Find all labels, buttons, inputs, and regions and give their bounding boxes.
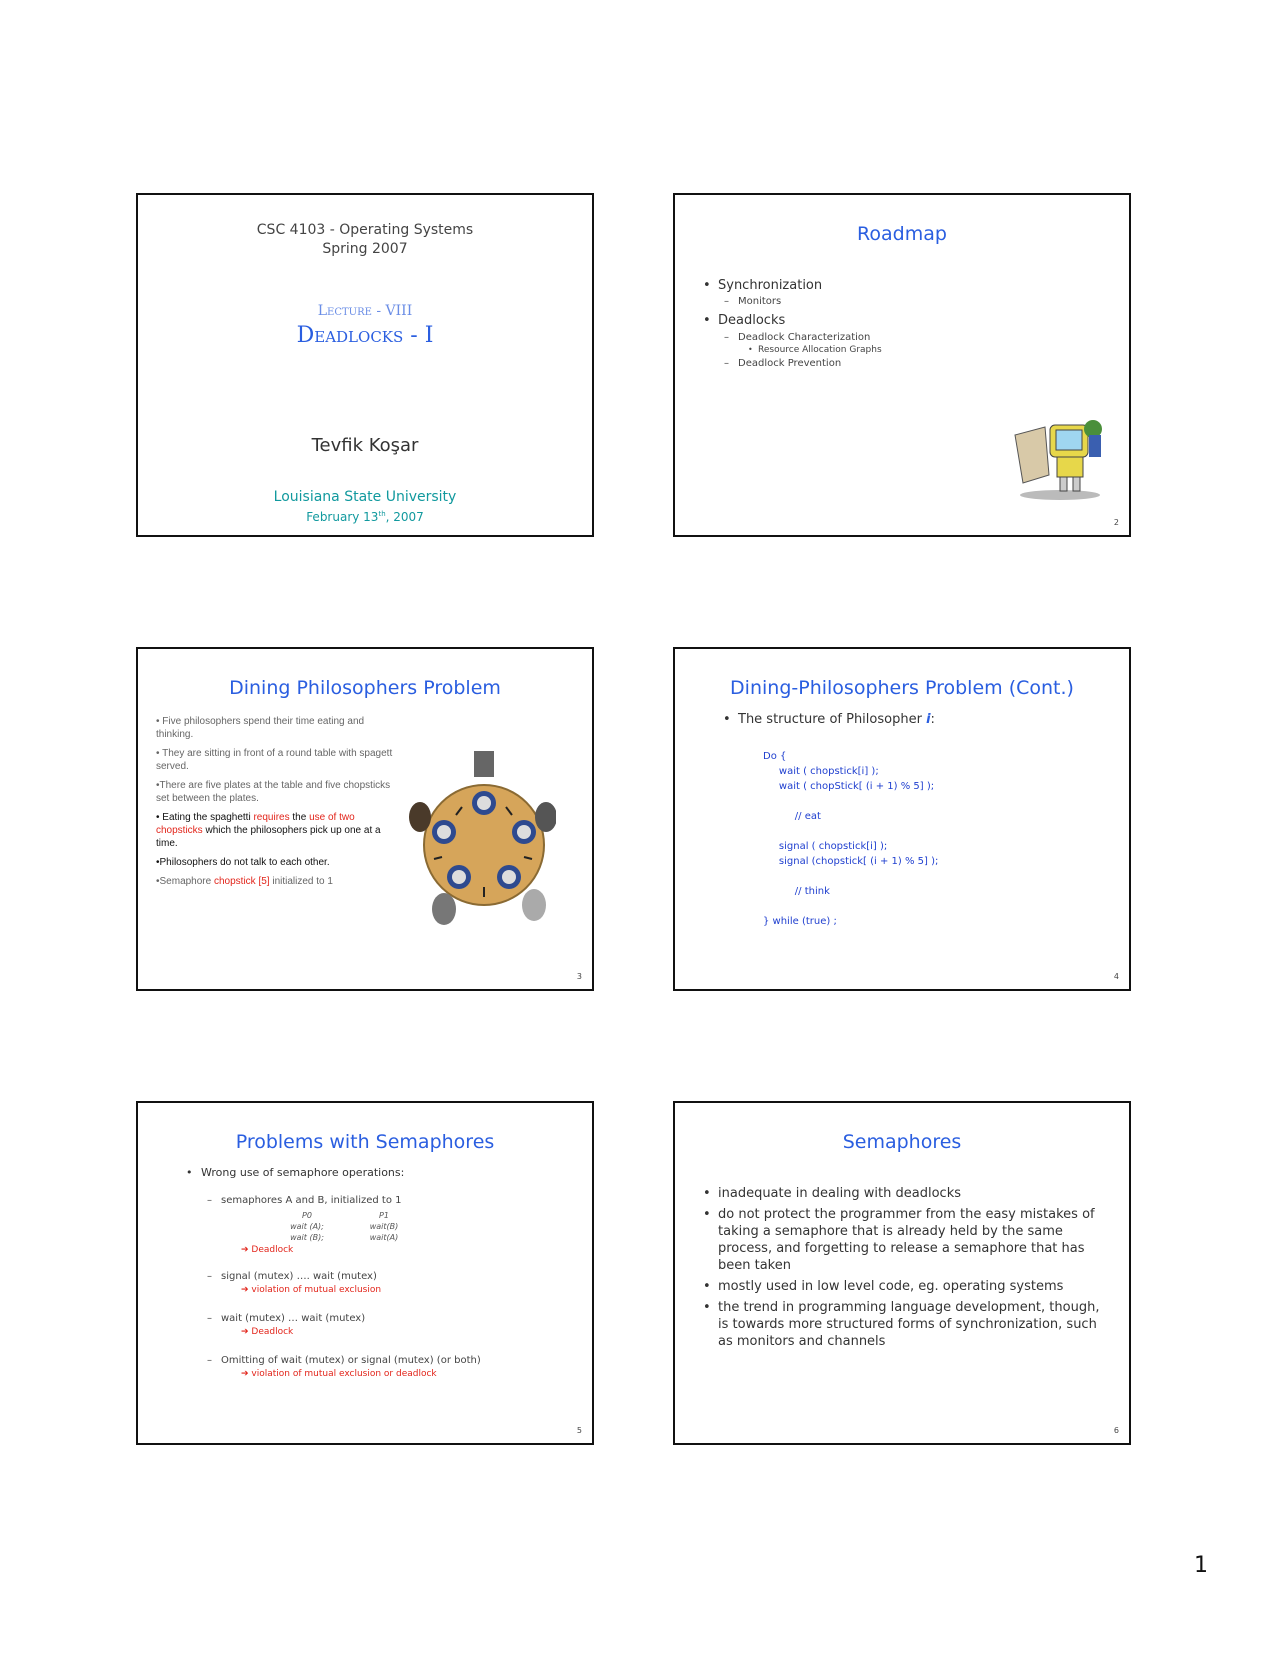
slide-dining-philosophers-cont <box>673 647 1131 991</box>
bullet-text: Deadlock Prevention <box>738 358 842 369</box>
case-item <box>221 1313 581 1324</box>
list-item <box>758 345 882 355</box>
semaphores-list <box>718 1185 1103 1350</box>
paragraph <box>156 875 396 888</box>
list-item: • Wrong use of semaphore operations: <box>201 1166 404 1179</box>
list-item: • the trend in programming language development, though, is towards more structured forms of synchronization, such as monitors and channels <box>718 1299 1103 1350</box>
slide-page-number: 6 <box>1113 1426 1119 1435</box>
list-item: • do not protect the programmer from the easy mistakes of taking a semaphore that is already held by the same process, and forgetting to release a semaphore that has been taken <box>718 1206 1103 1274</box>
table-cell: wait (B); <box>290 1233 324 1242</box>
bullet-text: Resource Allocation Graphs <box>758 345 882 355</box>
code-line: signal (chopstick[ (i + 1) % 5] ); <box>763 856 939 867</box>
roadmap-list <box>718 278 882 369</box>
paragraph: • Five philosophers spend their time eating and thinking. <box>156 716 365 740</box>
slide-title-text: Dining-Philosophers Problem (Cont.) <box>730 677 1074 699</box>
text-span: requires <box>253 812 290 823</box>
course-name: CSC 4103 - Operating Systems <box>256 222 474 238</box>
list-item <box>718 278 882 293</box>
list-item <box>738 332 882 343</box>
slide-title-text: Problems with Semaphores <box>235 1131 495 1153</box>
case-item <box>221 1195 581 1206</box>
list-item <box>718 313 882 328</box>
code-line: // eat <box>763 811 821 822</box>
problem-description <box>156 715 396 888</box>
list-item: • mostly used in low level code, eg. operating systems <box>718 1278 1103 1295</box>
result-text: ➔ Deadlock <box>241 1327 294 1337</box>
slide-page-number: 5 <box>576 1426 582 1435</box>
process-table <box>261 1210 415 1243</box>
text-span: • Eating the spaghetti <box>156 812 254 823</box>
course-info <box>138 221 592 259</box>
list-item: • inadequate in dealing with deadlocks <box>718 1185 1103 1202</box>
table-cell: wait (A); <box>290 1222 324 1231</box>
code-line: wait ( chopStick[ (i + 1) % 5] ); <box>763 781 935 792</box>
slide-semaphores <box>673 1101 1131 1445</box>
code-line <box>763 824 938 839</box>
table-cell: P0 <box>302 1211 312 1220</box>
case-item <box>221 1355 581 1366</box>
text-span: use of two chopsticks <box>156 812 355 836</box>
case-text: signal (mutex) …. wait (mutex) <box>221 1271 377 1282</box>
bullet-text: : <box>930 712 935 727</box>
text-span: chopstick [5] <box>213 876 270 887</box>
code-line: wait ( chopstick[i] ); <box>763 766 879 777</box>
text-span: the <box>289 812 310 823</box>
table-cell: wait(B) <box>369 1222 399 1231</box>
code-line: signal ( chopstick[i] ); <box>763 841 888 852</box>
lecture-topic: Deadlocks - I <box>296 323 434 348</box>
result-text: ➔ Deadlock <box>241 1245 294 1255</box>
case-text: semaphores A and B, initialized to 1 <box>221 1195 402 1206</box>
slide-title-text: Roadmap <box>857 223 947 245</box>
slide-problems-semaphores <box>136 1101 594 1445</box>
text-span: •Semaphore <box>156 876 214 887</box>
case-item <box>221 1271 581 1282</box>
lecture-date <box>138 510 592 524</box>
round-table-illustration <box>406 745 556 930</box>
paragraph: •Philosophers do not talk to each other. <box>156 857 330 868</box>
bullet-text: Synchronization <box>718 278 823 293</box>
table-cell: P1 <box>379 1211 389 1220</box>
date-suffix: th <box>378 510 386 518</box>
code-line <box>763 869 938 884</box>
list-item <box>738 358 882 369</box>
slide-title-text: Dining Philosophers Problem <box>229 677 501 699</box>
slide-page-number: 4 <box>1113 972 1119 981</box>
result-text: ➔ violation of mutual exclusion <box>241 1285 382 1295</box>
code-line: } while (true) ; <box>763 916 837 927</box>
list-item <box>738 296 882 307</box>
code-line: Do { <box>763 751 787 762</box>
code-line: // think <box>763 886 830 897</box>
slide-page-number: 3 <box>576 972 582 981</box>
paragraph: • They are sitting in front of a round table with spagett served. <box>156 748 393 772</box>
table-cell: wait(A) <box>369 1233 399 1242</box>
bullet-text: The structure of Philosopher <box>738 712 927 727</box>
text-span: initialized to 1 <box>269 876 333 887</box>
slide-roadmap <box>673 193 1131 537</box>
lecture-number: Lecture - VIII <box>317 303 413 319</box>
paragraph: •There are five plates at the table and five chopsticks set between the plates. <box>156 780 391 804</box>
philosopher-code <box>763 749 938 929</box>
document-page-number: 1 <box>1194 1553 1208 1578</box>
slide-title-text: Semaphores <box>842 1131 962 1153</box>
slide-title <box>136 193 594 537</box>
structure-list <box>738 712 935 727</box>
bullet-text: Monitors <box>738 296 782 307</box>
paragraph <box>156 811 396 850</box>
code-line <box>763 899 938 914</box>
text-span: which the philosophers pick up one at a time. <box>156 825 381 849</box>
slide-dining-philosophers <box>136 647 594 991</box>
slide-page-number: 2 <box>1113 518 1119 527</box>
problems-list <box>201 1166 404 1179</box>
date-year: , 2007 <box>385 510 424 524</box>
robot-map-illustration <box>1005 415 1105 505</box>
case-text: wait (mutex) … wait (mutex) <box>221 1313 366 1324</box>
result-text: ➔ violation of mutual exclusion or deadlock <box>241 1369 437 1379</box>
bullet-text: Deadlocks <box>718 313 786 328</box>
date-month-day: February 13 <box>306 510 379 524</box>
author-name: Tevfik Koşar <box>311 435 419 456</box>
semaphore-cases <box>221 1195 581 1379</box>
bullet-text: Deadlock Characterization <box>738 332 871 343</box>
university-name: Louisiana State University <box>273 489 457 505</box>
case-text: Omitting of wait (mutex) or signal (mutex) (or both) <box>221 1355 481 1366</box>
course-term: Spring 2007 <box>322 241 408 257</box>
code-line <box>763 794 938 809</box>
list-item <box>738 712 935 727</box>
variable-name: i <box>926 712 931 727</box>
